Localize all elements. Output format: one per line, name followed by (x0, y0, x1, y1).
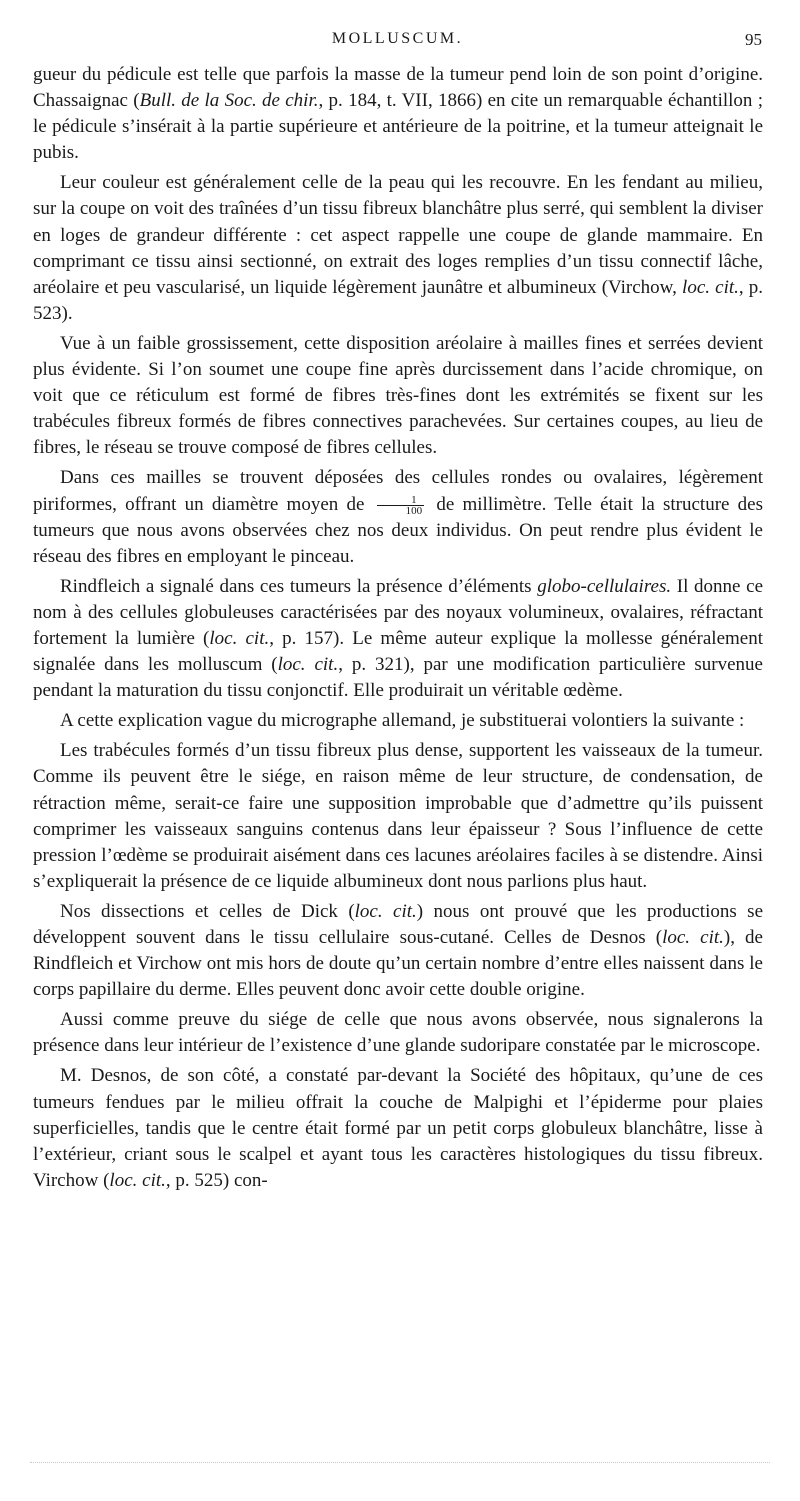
text-run: ) nous ont prouvé que les productions se développent souvent dans le tissu cellulaire sous-cutané. Celles de Desnos ( (33, 900, 764, 948)
paragraph (33, 899, 763, 1003)
text-run: Vue à un faible grossissement, cette disposition aréolaire à mailles fines et serrées devient plus évidente. Si l’on soumet une coupe fine après durcissement dans l’acide chromique, on voit que ce réticulum est formé de fibres très-fines dont les extrémités se fixent sur les trabécules fibreux formés de fibres connectives parachevées. Sur certaines coupes, au lieu de fibres, le réseau se trouve composé de fibres cellules. (33, 332, 763, 459)
fraction-numerator: 1 (377, 495, 425, 506)
italic-reference: loc. cit. (662, 927, 724, 948)
fraction-denominator: 100 (405, 504, 423, 517)
paragraph (33, 62, 763, 166)
italic-reference: loc. cit. (277, 654, 339, 676)
fraction (377, 495, 425, 516)
text-run: , p. 184, t. VII, 1866) en cite un remarquable échantillon ; le pédicule s’insérait à la partie supérieure et antérieure de la poitrine, et la tumeur atteignait le pubis. (33, 90, 763, 164)
paragraph (33, 708, 763, 734)
text-run: , p. 321), par une modification particulière survenue pendant la maturation du tissu conjonctif. Elle produirait un véritable œdème. (33, 654, 763, 702)
text-run: Nos dissections et celles de Dick ( (60, 900, 355, 922)
running-head: MOLLUSCUM. (331, 30, 464, 47)
text-run: Leur couleur est généralement celle de la peau qui les recouvre. En les fendant au milieu, sur la coupe on voit des traînées d’un tissu fibreux blanchâtre plus serré, qui semblent la diviser en loges de grandeur différente : cet aspect rappelle une coupe de glande mammaire. En comprimant ce tissu ainsi sectionné, on extrait des loges remplies d’un tissu connectif lâche, aréolaire et peu vascularisé, un liquide légèrement jaunâtre et albumineux (Virchow, (33, 172, 763, 298)
text-run: , p. 525) con- (165, 1169, 268, 1191)
paragraph (33, 1007, 763, 1059)
text-run: Il donne ce nom à des cellules globuleuses caractérisées par des noyaux volumineux, ovalaires, réfractant fortement la lumière ( (33, 575, 764, 649)
italic-reference: Bull. de la Soc. de chir. (139, 90, 319, 112)
text-run: Rindfleich a signalé dans ces tumeurs la présence d’éléments (60, 575, 538, 597)
text-run: M. Desnos, de son côté, a constaté par-devant la Société des hôpitaux, qu’une de ces tumeurs fendues par le milieu offrait la couche de Malpighi et l’épiderme pour plaies superficielles, tandis que le centre était formé par un petit corps globuleux blanchâtre, lisse à l’extérieur, criant sous le scalpel et ayant tous les caractères histologiques du tissu fibreux. Virchow ( (33, 1065, 763, 1191)
text-run: Dans ces mailles se trouvent déposées des cellules rondes ou ovalaires, légèrement piriformes, offrant un diamètre moyen de (33, 467, 763, 515)
text-run: Les trabécules formés d’un tissu fibreux plus dense, supportent les vaisseaux de la tumeur. Comme ils peuvent être le siége, en raison même de leur structure, de condensation, de rétraction même, serait-ce faire une supposition improbable que d’admettre qu’ils puissent comprimer les vaisseaux sanguins contenus dans leur épaisseur ? Sous l’influence de cette pression l’œdème se produirait aisément dans ces lacunes aréolaires faciles à se distendre. Ainsi s’expliquerait la présence de ce liquide albumineux dont nous parlions plus haut. (33, 740, 763, 892)
text-run: ), de Rindfleich et Virchow ont mis hors de doute qu’un certain nombre d’entre elles naissent dans le corps papillaire du derme. Elles peuvent donc avoir cette double origine. (33, 927, 763, 1001)
paragraph (33, 574, 763, 704)
paragraph (33, 738, 763, 895)
text-run: gueur du pédicule est telle que parfois la masse de la tumeur pend loin de son point d’origine. Chassaignac ( (33, 64, 763, 112)
italic-reference: loc. cit. (682, 276, 739, 298)
page-header (33, 30, 762, 54)
body-text (33, 62, 763, 1194)
paragraph (33, 1063, 763, 1193)
italic-reference: loc. cit. (354, 900, 417, 922)
italic-reference: loc. cit. (209, 627, 270, 649)
text-run: , p. 157). Le même auteur explique la mollesse généralement signalée dans les molluscum ( (33, 627, 764, 676)
italic-reference: globo-cellulaires. (537, 575, 672, 597)
text-run: A cette explication vague du micrographe allemand, je substituerai volontiers la suivante : (60, 710, 745, 732)
paragraph (33, 331, 763, 461)
paragraph (33, 170, 763, 327)
page-number: 95 (745, 30, 762, 49)
text-run: , p. 523). (33, 276, 763, 324)
text-run: de millimètre. Telle était la structure des tumeurs que nous avons observées chez nos deux individus. On peut rendre plus évident le réseau des fibres en employant le pinceau. (33, 493, 763, 567)
text-run: Aussi comme preuve du siége de celle que nous avons observée, nous signalerons la présence dans leur intérieur de l’existence d’une glande sudoripare constatée par le microscope. (33, 1009, 763, 1057)
scan-artifact-line (30, 1462, 770, 1469)
italic-reference: loc. cit. (109, 1169, 166, 1191)
paragraph (33, 465, 763, 569)
